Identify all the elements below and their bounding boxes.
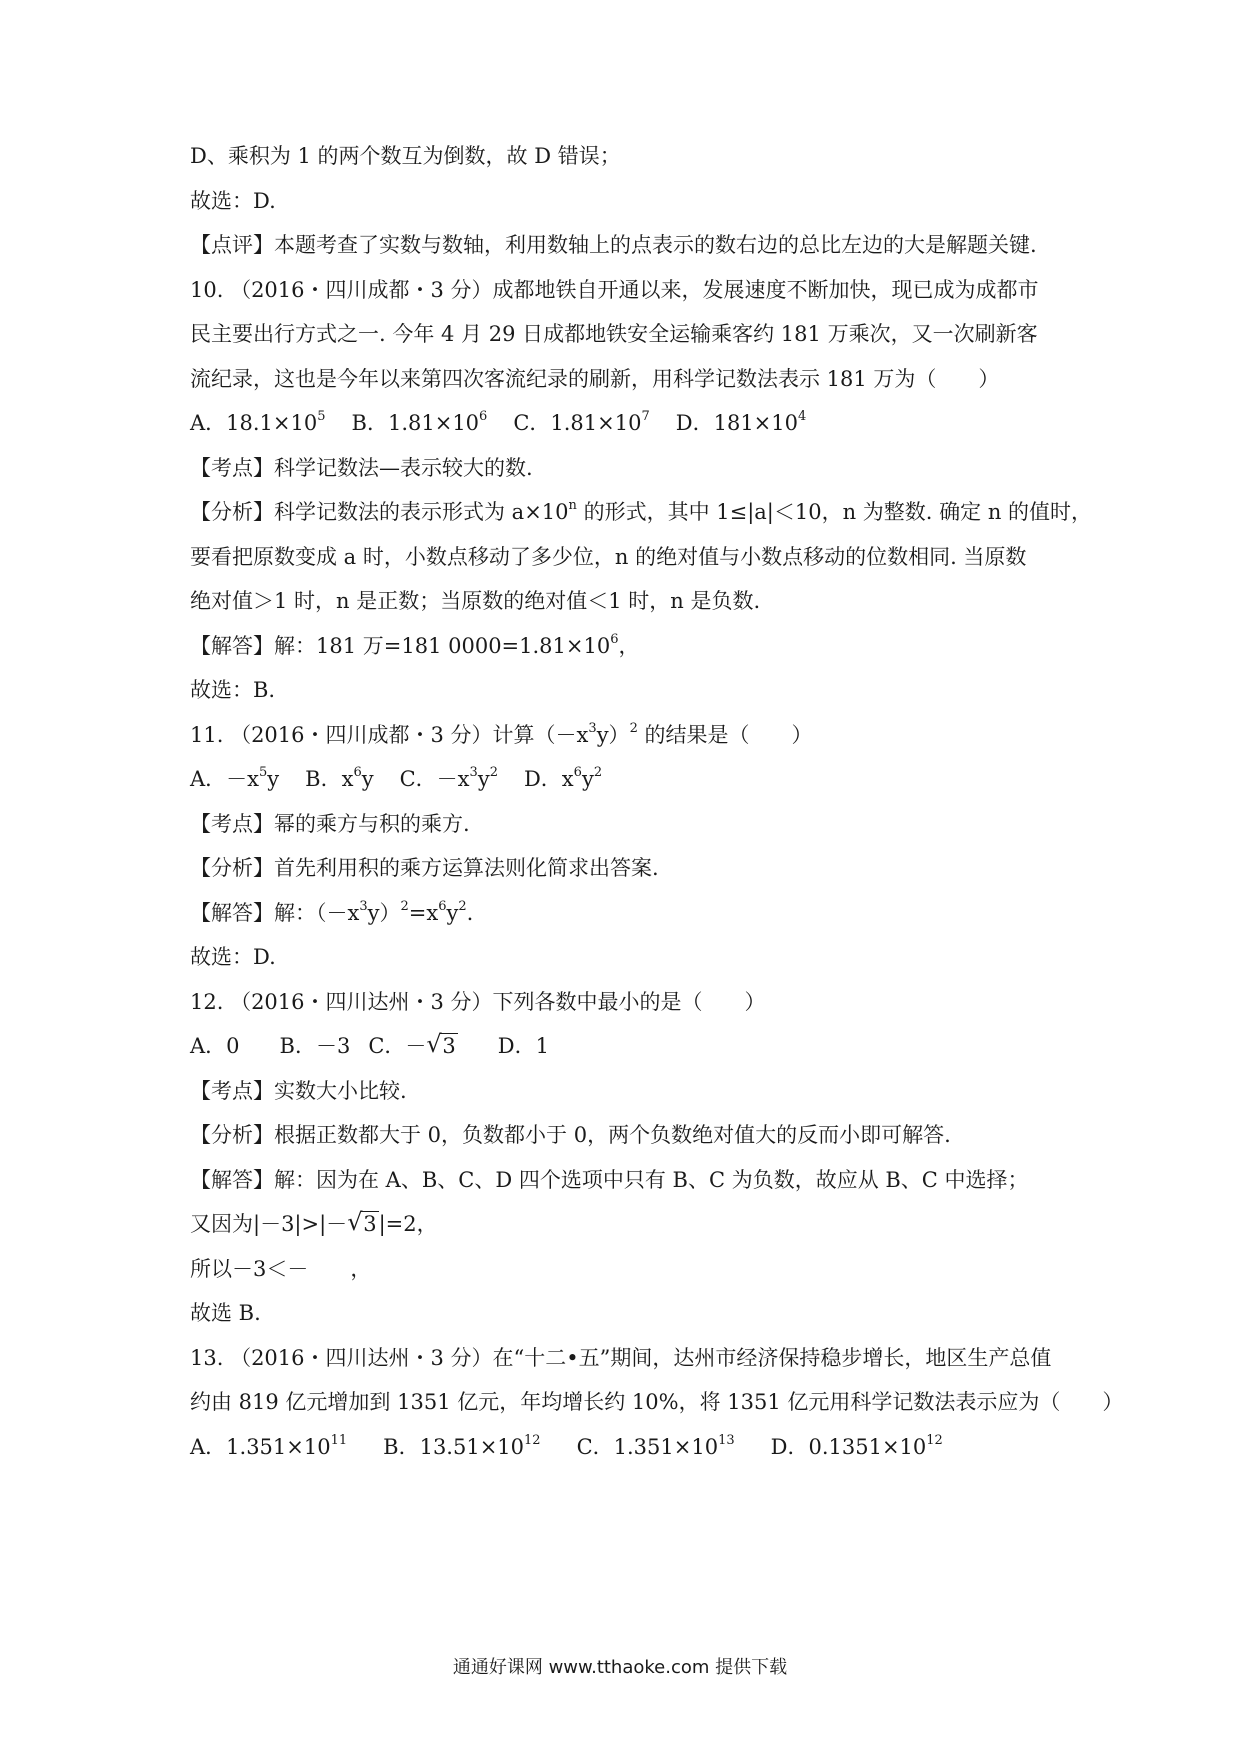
sqrt-symbol: √ 3 xyxy=(426,1030,456,1058)
option-d: D．$181\times 10^4$ xyxy=(675,409,807,435)
option-a: A．$18.1\times 10^5$ xyxy=(190,409,326,435)
analysis-line: 绝对值＞1 时，n 是正数；当原数的绝对值＜1 时，n 是负数. xyxy=(190,589,761,613)
question-10-stem: 10. （2016・四川成都・3 分）成都地铁自开通以来，发展速度不断加快，现已成为成都市 xyxy=(190,278,1039,302)
option-a: A．0 xyxy=(190,1034,240,1058)
question-10-stem: 流纪录，这也是今年以来第四次客流纪录的刷新，用科学记数法表示 181 万为（ ） xyxy=(190,367,1000,391)
knowledge-point: 【考点】幂的乘方与积的乘方. xyxy=(190,812,470,836)
option-c: C．$1.81\times 10^7$ xyxy=(513,409,650,435)
answer-line: 故选：B. xyxy=(190,678,276,702)
option-c: C．$-x^3y^2$ xyxy=(399,765,498,791)
analysis-line: 【分析】科学记数法的表示形式为 $a\times 10^n$ 的形式，其中 1≤|a|＜10，n 为整数. 确定 n 的值时， xyxy=(190,498,1093,524)
knowledge-point: 【考点】实数大小比较. xyxy=(190,1079,407,1103)
question-10-stem: 民主要出行方式之一. 今年 4 月 29 日成都地铁安全运输乘客约 181 万乘次，又一次刷新客 xyxy=(190,322,1038,346)
analysis-line: 要看把原数变成 a 时，小数点移动了多少位，n 的绝对值与小数点移动的位数相同. 当原数 xyxy=(190,545,1027,569)
text-line: 故选：D. xyxy=(190,189,276,213)
question-12-options xyxy=(190,1032,1070,1060)
answer-line: 故选 B. xyxy=(190,1301,261,1325)
option-b: B．$x^6y$ xyxy=(305,765,374,791)
solution-line: 又因为|－3|>|－ √ 3|=2， xyxy=(190,1208,438,1236)
question-13-options xyxy=(190,1433,1070,1461)
question-13-stem: 约由 819 亿元增加到 1351 亿元，年均增长约 10%，将 1351 亿元用科学记数法表示应为（ ） xyxy=(190,1390,1124,1414)
option-b: B．－3 xyxy=(279,1034,351,1058)
analysis-line: 【分析】根据正数都大于 0，负数都小于 0，两个负数绝对值大的反而小即可解答. xyxy=(190,1123,951,1147)
question-10-options xyxy=(190,409,1070,437)
question-13-stem: 13. （2016・四川达州・3 分）在“十二•五”期间，达州市经济保持稳步增长，地区生产总值 xyxy=(190,1346,1052,1370)
answer-line: 故选：D. xyxy=(190,945,276,969)
analysis-line: 【分析】首先利用积的乘方运算法则化简求出答案. xyxy=(190,856,659,880)
question-11-stem: 11. （2016・四川成都・3 分）计算$(-x^3y)^2$ 的结果是（ ） xyxy=(190,721,813,747)
comment-line: 【点评】本题考查了实数与数轴，利用数轴上的点表示的数右边的总比左边的大是解题关键. xyxy=(190,233,1037,257)
option-b: B．$13.51\times 10^{12}$ xyxy=(383,1433,541,1459)
solution-line: 【解答】解：因为在 A、B、C、D 四个选项中只有 B、C 为负数，故应从 B、C 中选择； xyxy=(190,1168,1029,1192)
solution-line: 所以－3＜－ ， xyxy=(190,1257,372,1281)
page-footer: 通通好课网 www.tthaoke.com 提供下载 xyxy=(452,1657,788,1678)
option-c: C．$1.351\times 10^{13}$ xyxy=(576,1433,735,1459)
text-line: D、乘积为 1 的两个数互为倒数，故 D 错误； xyxy=(190,144,621,168)
knowledge-point: 【考点】科学记数法—表示较大的数. xyxy=(190,456,533,480)
solution-line: 【解答】解：$(-x^3y)^2=x^6y^2$. xyxy=(190,899,474,925)
question-12-stem: 12. （2016・四川达州・3 分）下列各数中最小的是（ ） xyxy=(190,990,766,1014)
question-11-options xyxy=(190,765,1070,793)
option-a: A．$1.351\times 10^{11}$ xyxy=(190,1433,348,1459)
option-b: B．$1.81\times 10^6$ xyxy=(351,409,488,435)
option-d: D．$x^6y^2$ xyxy=(523,765,603,791)
option-c: C．－ √ 3 xyxy=(368,1030,456,1058)
sqrt-symbol: √ 3 xyxy=(347,1208,377,1236)
option-d: D．1 xyxy=(497,1034,549,1058)
option-d: D．$0.1351\times 10^{12}$ xyxy=(770,1433,943,1459)
solution-line: 【解答】解：181 万=181 $0000=1.81\times 10^6$， xyxy=(190,632,640,658)
option-a: A．$-x^5y$ xyxy=(190,765,280,791)
